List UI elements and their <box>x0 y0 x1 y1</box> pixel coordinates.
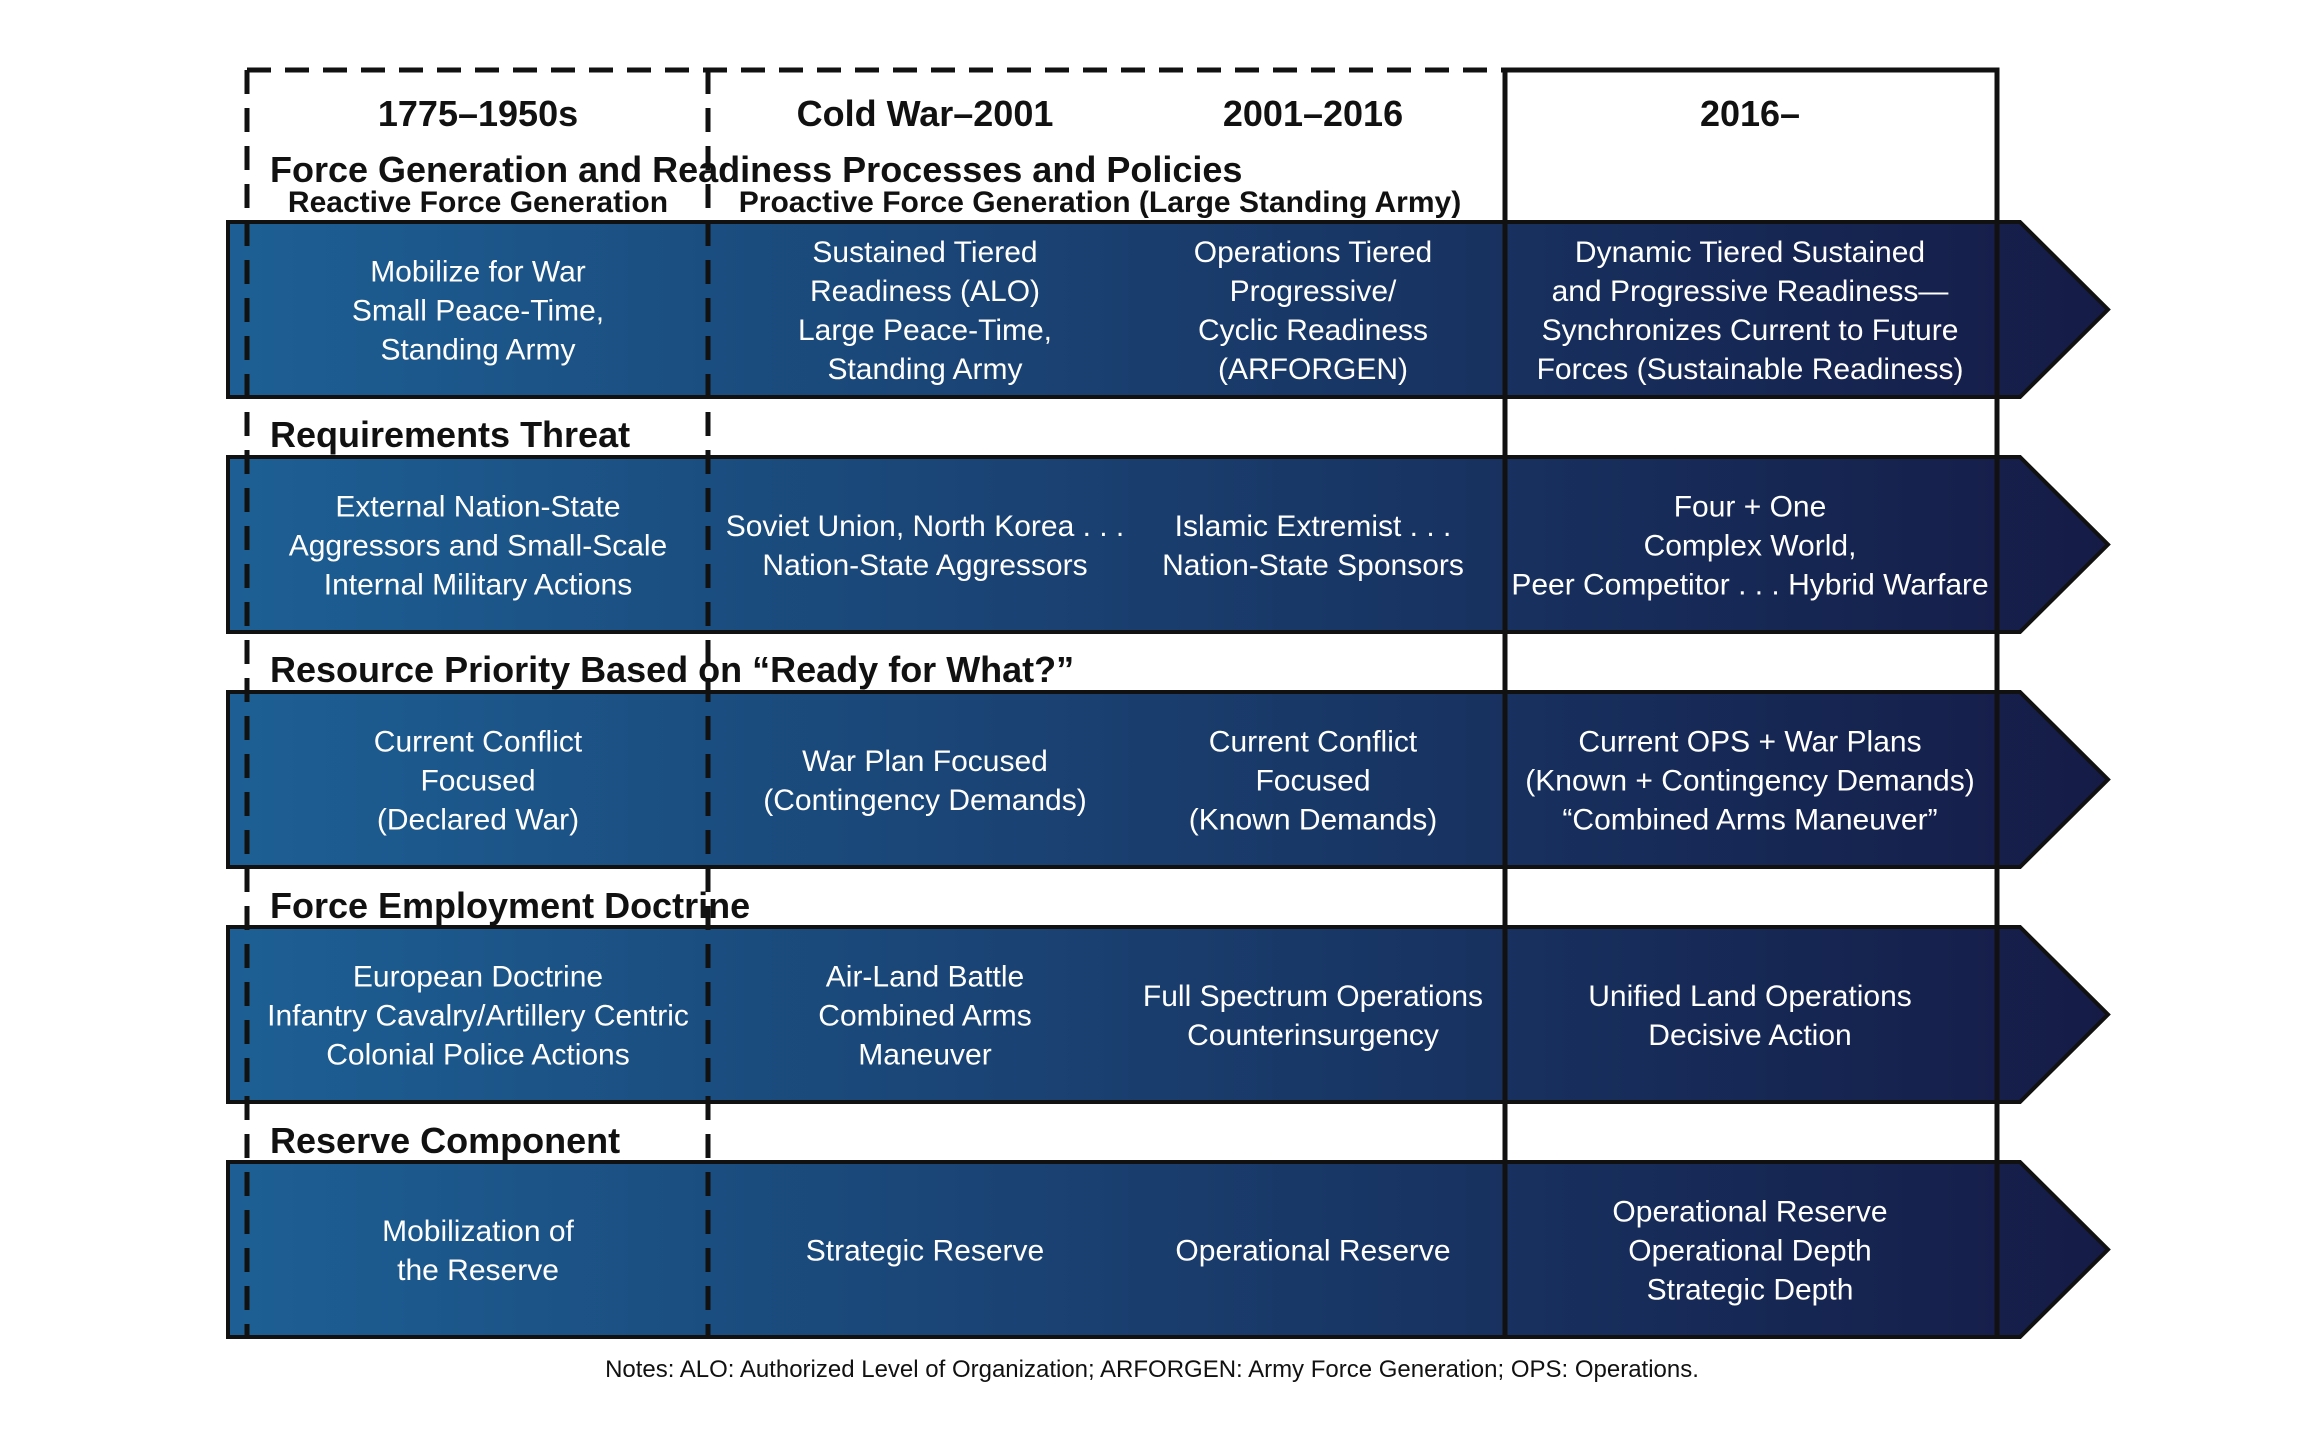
cell-line: Current Conflict <box>1208 725 1418 759</box>
period-header-4: 2016– <box>1699 93 1801 134</box>
cell-line: Decisive Action <box>1648 1019 1852 1052</box>
cell-line: External Nation-State <box>335 490 621 524</box>
cell-line: (ARFORGEN) <box>1218 353 1408 386</box>
cell-force-generation-1 <box>352 256 604 367</box>
cell-line: Strategic Reserve <box>805 1234 1045 1268</box>
cell-line: Complex World, <box>1643 529 1857 563</box>
cell-line: Operational Reserve <box>1175 1234 1451 1268</box>
section-title-reserve-component: Reserve Component <box>270 1120 621 1161</box>
cell-line: Air-Land Battle <box>825 960 1025 994</box>
cell-line: War Plan Focused <box>802 745 1048 778</box>
cell-reserve-component-3 <box>1175 1235 1450 1268</box>
cell-line: Standing Army <box>827 353 1023 386</box>
cell-line: Islamic Extremist . . . <box>1174 510 1452 543</box>
cell-line: Cyclic Readiness <box>1197 314 1429 347</box>
cell-line: Forces (Sustainable Readiness) <box>1536 353 1964 386</box>
cell-requirements-threat-1 <box>289 491 668 602</box>
cell-line: Nation-State Sponsors <box>1162 549 1464 582</box>
section-title-force-employment: Force Employment Doctrine <box>270 885 751 926</box>
cell-line: Operations Tiered <box>1193 236 1433 269</box>
cell-line: Unified Land Operations <box>1588 980 1912 1013</box>
section-title-force-generation: Force Generation and Readiness Processes and Policies <box>270 149 1243 190</box>
cell-line: Full Spectrum Operations <box>1142 980 1484 1013</box>
cell-line: Combined Arms <box>818 999 1032 1033</box>
subtitle-proactive: Proactive Force Generation (Large Standing Army) <box>738 186 1462 219</box>
cell-line: Synchronizes Current to Future <box>1541 314 1959 347</box>
cell-line: Readiness (ALO) <box>809 275 1041 308</box>
cell-line: (Contingency Demands) <box>763 784 1087 817</box>
cell-line: Soviet Union, North Korea . . . <box>725 510 1125 543</box>
cell-line: Operational Depth <box>1628 1234 1872 1268</box>
cell-line: “Combined Arms Maneuver” <box>1562 803 1938 837</box>
cell-line: and Progressive Readiness— <box>1551 275 1949 308</box>
cell-line: Focused <box>420 764 536 798</box>
cell-line: the Reserve <box>397 1254 559 1287</box>
cell-line: Maneuver <box>858 1038 992 1072</box>
period-headers <box>378 93 1800 134</box>
cell-line: Mobilization of <box>382 1215 574 1248</box>
period-header-2: Cold War–2001 <box>796 93 1054 134</box>
period-header-1: 1775–1950s <box>377 93 579 134</box>
cell-line: Peer Competitor . . . Hybrid Warfare <box>1511 568 1989 602</box>
cell-line: Dynamic Tiered Sustained <box>1574 236 1926 269</box>
cell-line: Counterinsurgency <box>1187 1019 1439 1052</box>
cell-line: European Doctrine <box>352 960 604 994</box>
cell-line: Standing Army <box>380 333 576 367</box>
section-title-resource-priority: Resource Priority Based on “Ready for What?” <box>270 649 1075 690</box>
period-header-3: 2001–2016 <box>1222 93 1404 134</box>
cell-line: (Known Demands) <box>1188 803 1438 837</box>
cell-line: (Declared War) <box>376 803 580 837</box>
cell-line: Nation-State Aggressors <box>762 549 1088 582</box>
cell-line: Strategic Depth <box>1646 1273 1854 1307</box>
cell-line: Small Peace-Time, <box>351 294 605 328</box>
cell-line: Current OPS + War Plans <box>1578 725 1922 759</box>
cell-resource-priority-4 <box>1525 726 1974 837</box>
cell-line: Colonial Police Actions <box>326 1038 630 1072</box>
cell-line: Operational Reserve <box>1612 1195 1888 1229</box>
cell-reserve-component-2 <box>806 1235 1044 1268</box>
cell-line: Infantry Cavalry/Artillery Centric <box>267 999 689 1033</box>
cell-line: Large Peace-Time, <box>797 314 1053 347</box>
cell-line: Focused <box>1255 764 1371 798</box>
cell-reserve-component-4 <box>1612 1196 1887 1307</box>
section-title-requirements-threat: Requirements Threat <box>270 414 631 455</box>
cell-line: Progressive/ <box>1229 275 1397 308</box>
cell-line: Sustained Tiered <box>812 236 1038 269</box>
cell-line: Internal Military Actions <box>323 568 633 602</box>
cell-line: (Known + Contingency Demands) <box>1525 764 1975 798</box>
cell-line: Aggressors and Small-Scale <box>288 529 668 563</box>
cell-line: Current Conflict <box>373 725 583 759</box>
cell-line: Mobilize for War <box>370 255 586 289</box>
notes: Notes: ALO: Authorized Level of Organization; ARFORGEN: Army Force Generation; OPS: Operations. <box>605 1356 1699 1383</box>
subtitle-reactive: Reactive Force Generation <box>287 186 669 219</box>
cell-line: Four + One <box>1673 490 1827 524</box>
